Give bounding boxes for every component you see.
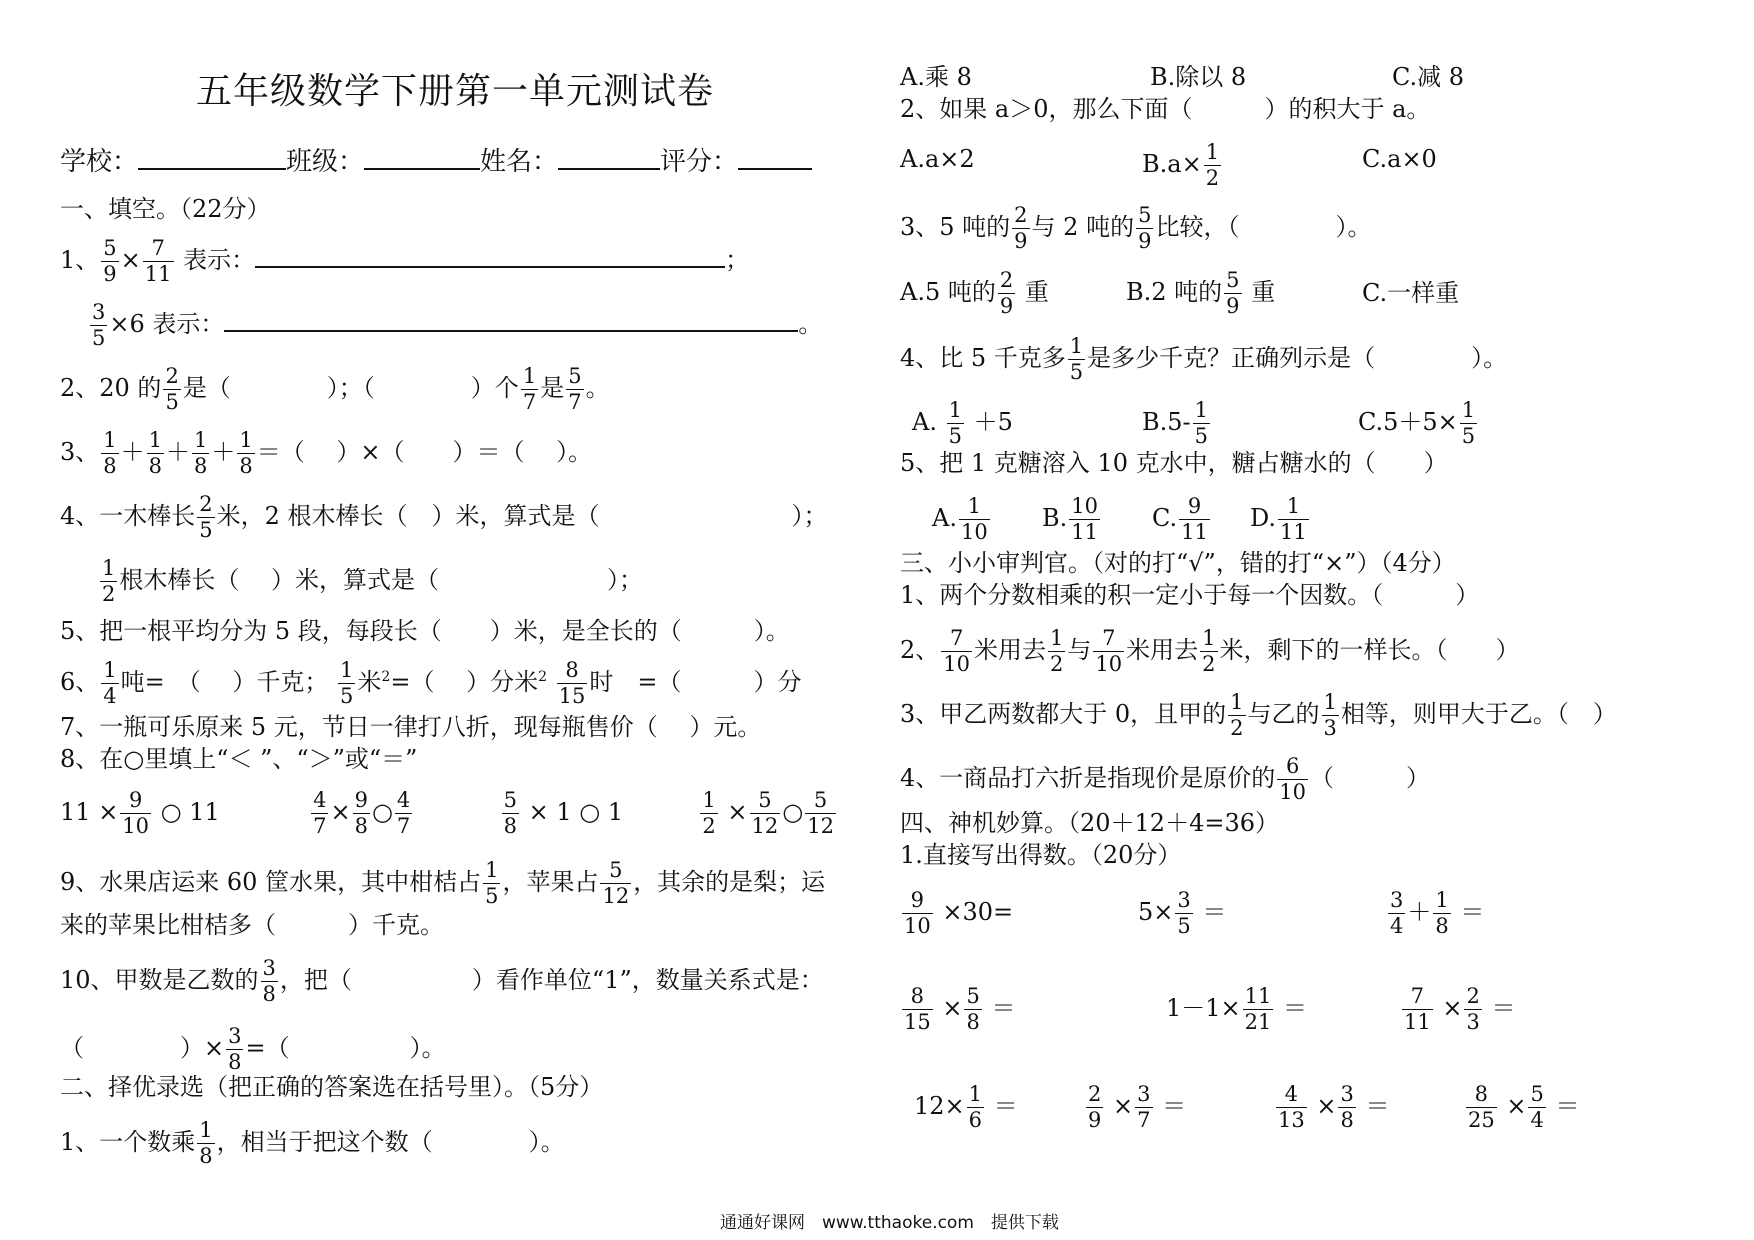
class-label: 班级：	[286, 147, 365, 177]
fraction	[1093, 628, 1124, 675]
denominator: 2	[1050, 652, 1064, 676]
numerator: 2	[165, 364, 179, 388]
numerator: 1	[959, 496, 990, 520]
numerator: 4	[1276, 1084, 1307, 1108]
fraction	[1278, 496, 1309, 543]
fraction	[1200, 628, 1217, 675]
fraction	[1338, 1084, 1355, 1131]
fraction	[1433, 890, 1450, 937]
fraction	[101, 238, 118, 285]
fraction	[1402, 986, 1433, 1033]
denominator: 5	[199, 518, 213, 542]
numerator: 1	[1278, 496, 1309, 520]
denominator: 13	[1278, 1108, 1305, 1132]
numerator: 5	[1530, 1082, 1544, 1106]
denominator: 2	[102, 582, 116, 606]
calc-item: $\frac{4}{13}$ × $\frac{3}{8}$ ＝	[1278, 1082, 1390, 1132]
section-1-heading: 一、填空。（22分）	[60, 195, 271, 223]
numerator: 5	[1138, 203, 1152, 227]
fraction	[101, 660, 118, 707]
fraction	[1224, 270, 1241, 317]
s2-q5-option-b[interactable]: B. $\frac{10}{11}$	[1042, 494, 1098, 544]
s2-q1-option-c[interactable]: C.减 8	[1392, 63, 1465, 91]
compare-circle[interactable]: ○	[579, 798, 601, 826]
fraction	[120, 790, 151, 837]
denominator: 8	[1435, 914, 1449, 938]
s2-q1-option-a[interactable]: A.乘 8	[900, 63, 972, 91]
numerator: 1	[1069, 334, 1084, 358]
numerator: 9	[1179, 496, 1210, 520]
denominator: 9	[1138, 229, 1152, 253]
s2-q2-option-a[interactable]: A.a×2	[900, 145, 975, 173]
s2-q3: 3、5 吨的 $\frac{2}{9}$ 与 2 吨的 $\frac{5}{9}$ 比较，（ ）。	[900, 203, 1372, 253]
s1-q8-row: 11 × $\frac{9}{10}$ ○ 11 $\frac{4}{7}$ × $\frac{9}{8}$ ○ $\frac{4}{7}$ $\frac{5}{8}$ × 1 ○ 1 $\frac{1}{2}$ × $\frac{5}{12}$ ○ $\frac{5}{12}$	[60, 788, 834, 838]
footer-credit: 通通好课网 www.tthaoke.com 提供下载	[720, 1213, 1059, 1233]
fraction	[147, 430, 164, 477]
denominator: 25	[1468, 1108, 1495, 1132]
denominator: 2	[1230, 716, 1244, 740]
score-label: 评分：	[660, 147, 739, 177]
fraction	[1277, 756, 1308, 803]
denominator: 11	[1404, 1010, 1431, 1034]
s1-q3: 3、 $\frac{1}{8}$ ＋ $\frac{1}{8}$ ＋ $\frac{1}{8}$ ＋ $\frac{1}{8}$ ＝（ ）×（ ）＝（ ）。	[60, 428, 593, 478]
numerator: 3	[1177, 888, 1191, 912]
fraction	[1204, 142, 1221, 189]
numerator: 1	[103, 658, 117, 682]
numerator: 7	[1402, 986, 1433, 1010]
numerator: 9	[902, 890, 933, 914]
fraction	[1528, 1084, 1545, 1131]
s2-q5-option-d[interactable]: D. $\frac{1}{11}$	[1250, 494, 1307, 544]
fraction	[192, 430, 209, 477]
page-title: 五年级数学下册第一单元测试卷	[196, 71, 715, 112]
denominator: 5	[485, 884, 499, 908]
numerator: 4	[396, 788, 411, 812]
numerator: 1	[102, 556, 116, 580]
fraction	[101, 430, 118, 477]
numerator: 1	[1050, 626, 1064, 650]
fraction	[941, 628, 972, 675]
numerator: 1	[103, 428, 117, 452]
numerator: 1	[148, 428, 163, 452]
s2-q3-option-b[interactable]: B.2 吨的 $\frac{5}{9}$ 重	[1126, 268, 1276, 318]
s1-q10: 10、甲数是乙数的 $\frac{3}{8}$ ，把（ ）看作单位“1”，数量关系式是：	[60, 956, 824, 1006]
numerator: 1	[1202, 626, 1216, 650]
name-label: 姓名：	[480, 147, 559, 177]
numerator: 6	[1277, 756, 1308, 780]
denominator: 11	[144, 262, 172, 286]
info-line	[60, 142, 812, 179]
s1-q10b: （ ）× $\frac{3}{8}$ =（ ）。	[60, 1024, 446, 1074]
denominator: 8	[966, 1010, 980, 1034]
numerator: 3	[1390, 888, 1404, 912]
fraction	[1322, 692, 1339, 739]
calc-item: $\frac{8}{25}$ × $\frac{5}{4}$ ＝	[1468, 1082, 1580, 1132]
numerator: 5	[1226, 268, 1240, 292]
numerator: 3	[1137, 1082, 1151, 1106]
numerator: 3	[262, 956, 276, 980]
score-field[interactable]	[738, 142, 812, 170]
denominator: 21	[1244, 1010, 1272, 1034]
numerator: 1	[702, 788, 716, 812]
denominator: 10	[904, 914, 931, 938]
s2-q2-option-b[interactable]: B.a× $\frac{1}{2}$	[1142, 140, 1220, 190]
fraction	[90, 302, 107, 349]
calc-item: 5× $\frac{3}{5}$ ＝	[1138, 888, 1227, 938]
compare-circle[interactable]: ○	[160, 798, 182, 826]
fraction	[1012, 205, 1029, 252]
denominator: 8	[148, 454, 163, 478]
fraction	[1464, 986, 1481, 1033]
numerator: 1	[1205, 140, 1220, 164]
s4-sub-heading: 1.直接写出得数。（20分）	[900, 841, 1182, 869]
fraction	[700, 790, 717, 837]
s1-q9b: 来的苹果比柑桔多（ ）千克。	[60, 911, 444, 939]
s1-q7: 7、一瓶可乐原来 5 元，节日一律打八折，现每瓶售价（ ）元。	[60, 713, 762, 741]
fraction	[1388, 890, 1405, 937]
denominator: 10	[943, 652, 971, 676]
fraction	[1228, 692, 1245, 739]
denominator: 5	[1069, 360, 1084, 384]
fraction	[902, 890, 933, 937]
s3-q1: 1、两个分数相乘的积一定小于每一个因数。（ ）	[900, 581, 1480, 609]
numerator: 2	[1088, 1082, 1102, 1106]
numerator: 1	[1230, 690, 1244, 714]
denominator: 3	[1466, 1010, 1480, 1034]
fraction	[1136, 205, 1153, 252]
denominator: 12	[602, 884, 630, 908]
fraction	[1068, 336, 1085, 383]
numerator: 10	[1071, 494, 1098, 518]
fraction	[197, 494, 214, 541]
s2-q1: 1、一个数乘 $\frac{1}{8}$ ，相当于把这个数（ ）。	[60, 1118, 565, 1168]
fraction	[750, 790, 781, 837]
fraction	[1069, 496, 1100, 543]
fraction	[566, 366, 583, 413]
numerator: 1	[948, 398, 962, 422]
s1-q2: 2、20 的 $\frac{2}{5}$ 是（ ）；（ ）个 $\frac{1}{7}$ 是 $\frac{5}{7}$ 。	[60, 364, 610, 414]
denominator: 9	[1088, 1108, 1102, 1132]
fraction	[395, 790, 412, 837]
numerator: 1	[1461, 398, 1476, 422]
s1-q6: 6、 $\frac{1}{4}$ 吨= （ ）千克； $\frac{1}{5}$ 米$^2$=（ ）分米$^2$ $\frac{8}{15}$ 时 =（ ）分	[60, 658, 802, 708]
s1-q1a: 1、 $\frac{5}{9}$ × $\frac{7}{11}$ 表示： ；	[60, 236, 750, 286]
denominator: 5	[1194, 424, 1209, 448]
denominator: 10	[960, 520, 988, 544]
numerator: 5	[503, 788, 517, 812]
calc-item: 1－1× $\frac{11}{21}$ ＝	[1166, 984, 1308, 1034]
denominator: 7	[313, 814, 327, 838]
numerator: 3	[92, 300, 106, 324]
numerator: 1	[239, 428, 253, 452]
calc-item: $\frac{3}{4}$ ＋ $\frac{1}{8}$ ＝	[1390, 888, 1485, 938]
numerator: 8	[902, 986, 933, 1010]
school-field[interactable]	[138, 142, 286, 170]
fraction	[947, 400, 964, 447]
fraction	[1086, 1084, 1103, 1131]
denominator: 5	[1461, 424, 1476, 448]
numerator: 7	[143, 238, 174, 262]
numerator: 3	[228, 1024, 242, 1048]
denominator: 10	[122, 814, 150, 838]
fraction	[1466, 1084, 1497, 1131]
denominator: 2	[1205, 166, 1220, 190]
fraction	[1048, 628, 1065, 675]
denominator: 9	[103, 262, 117, 286]
fraction	[557, 660, 588, 707]
denominator: 2	[702, 814, 716, 838]
numerator: 9	[354, 788, 368, 812]
s2-q3-option-c[interactable]: C.一样重	[1362, 279, 1460, 307]
school-label: 学校：	[60, 147, 139, 177]
numerator: 2	[1014, 203, 1028, 227]
denominator: 15	[558, 684, 586, 708]
numerator: 4	[313, 788, 327, 812]
numerator: 8	[557, 660, 588, 684]
s1-q4b: $\frac{1}{2}$ 根木棒长（ ）米，算式是（ ）；	[102, 556, 644, 606]
fraction	[1243, 986, 1274, 1033]
denominator: 12	[751, 814, 779, 838]
denominator: 8	[503, 814, 517, 838]
numerator: 1	[1194, 398, 1209, 422]
compare-circle[interactable]: ○	[371, 798, 393, 826]
denominator: 15	[904, 1010, 931, 1034]
fraction	[1193, 400, 1210, 447]
denominator: 8	[239, 454, 253, 478]
fraction	[163, 366, 180, 413]
numerator: 1	[1323, 690, 1337, 714]
fraction	[353, 790, 370, 837]
numerator: 1	[194, 428, 208, 452]
compare-circle[interactable]: ○	[782, 798, 804, 826]
fraction	[959, 496, 990, 543]
fraction	[967, 1084, 984, 1131]
fraction	[1135, 1084, 1152, 1131]
denominator: 2	[1202, 652, 1216, 676]
numerator: 5	[600, 860, 631, 884]
denominator: 5	[948, 424, 962, 448]
denominator: 11	[1181, 520, 1208, 544]
s2-q2-option-c[interactable]: C.a×0	[1362, 145, 1437, 173]
answer-line[interactable]	[255, 240, 725, 268]
s1-q9: 9、水果店运来 60 筐水果，其中柑桔占 $\frac{1}{5}$ ，苹果占 $\frac{5}{12}$ ，其余的是梨；运	[60, 858, 826, 908]
numerator: 5	[103, 236, 117, 260]
name-field[interactable]	[558, 142, 660, 170]
fraction	[100, 558, 117, 605]
s1-q8: 8、在○里填上“＜ ”、“＞”或“＝”	[60, 745, 418, 773]
s2-q1-option-b[interactable]: B.除以 8	[1150, 63, 1247, 91]
numerator: 1	[199, 1118, 213, 1142]
answer-line[interactable]	[224, 304, 798, 332]
denominator: 8	[103, 454, 117, 478]
numerator: 7	[1093, 628, 1124, 652]
denominator: 7	[522, 390, 537, 414]
numerator: 2	[1466, 984, 1480, 1008]
numerator: 3	[1340, 1082, 1354, 1106]
numerator: 1	[1435, 888, 1449, 912]
denominator: 5	[165, 390, 179, 414]
numerator: 2	[999, 268, 1014, 292]
denominator: 12	[807, 814, 834, 838]
numerator: 9	[120, 790, 151, 814]
s1-q1b: $\frac{3}{5}$ ×6 表示： 。	[92, 300, 823, 350]
fraction	[338, 660, 355, 707]
section-4-heading: 四、神机妙算。（20＋12＋4=36）	[900, 809, 1279, 837]
denominator: 6	[968, 1108, 983, 1132]
calc-item: $\frac{2}{9}$ × $\frac{3}{7}$ ＝	[1088, 1082, 1187, 1132]
calc-item: 12× $\frac{1}{6}$ ＝	[914, 1082, 1018, 1132]
denominator: 9	[999, 294, 1014, 318]
fraction	[311, 790, 328, 837]
denominator: 8	[1340, 1108, 1354, 1132]
denominator: 4	[103, 684, 117, 708]
denominator: 4	[1390, 914, 1404, 938]
denominator: 10	[1279, 780, 1307, 804]
denominator: 8	[199, 1144, 213, 1168]
fraction	[483, 860, 500, 907]
numerator: 5	[568, 364, 582, 388]
fraction	[261, 958, 278, 1005]
fraction	[998, 270, 1015, 317]
numerator: 2	[199, 492, 213, 516]
section-3-heading: 三、小小审判官。（对的打“√”，错的打“×”）（4分）	[900, 549, 1456, 577]
numerator: 5	[750, 790, 781, 814]
numerator: 1	[340, 658, 354, 682]
denominator: 8	[194, 454, 208, 478]
denominator: 5	[92, 326, 106, 350]
numerator: 1	[485, 858, 499, 882]
calc-item: $\frac{8}{15}$ × $\frac{5}{8}$ ＝	[904, 984, 1016, 1034]
denominator: 8	[228, 1050, 242, 1074]
s2-q5: 5、把 1 克糖溶入 10 克水中，糖占糖水的（ ）	[900, 449, 1448, 477]
s3-q4: 4、一商品打六折是指现价是原价的 $\frac{6}{10}$ （ ）	[900, 754, 1431, 804]
class-field[interactable]	[364, 142, 480, 170]
fraction	[1179, 496, 1210, 543]
s2-q3-option-a[interactable]: A.5 吨的 $\frac{2}{9}$ 重	[900, 268, 1049, 318]
s1-q4: 4、一木棒长 $\frac{2}{5}$ 米，2 根木棒长（ ）米，算式是（ ）；	[60, 492, 828, 542]
numerator: 5	[805, 790, 836, 814]
s2-q4-option-b[interactable]: B.5- $\frac{1}{5}$	[1142, 398, 1209, 448]
numerator: 5	[966, 984, 980, 1008]
s2-q4-option-a[interactable]: A. $\frac{1}{5}$ ＋5	[912, 398, 1013, 448]
denominator: 7	[396, 814, 411, 838]
calc-item: $\frac{7}{11}$ × $\frac{2}{3}$ ＝	[1404, 984, 1516, 1034]
s1-q5: 5、把一根平均分为 5 段，每段长（ ）米，是全长的（ ）。	[60, 617, 790, 645]
fraction	[521, 366, 538, 413]
s2-q5-option-a[interactable]: A. $\frac{1}{10}$	[932, 494, 988, 544]
s2-q5-option-c[interactable]: C. $\frac{9}{11}$	[1152, 494, 1208, 544]
s3-q2: 2、 $\frac{7}{10}$ 米用去 $\frac{1}{2}$ 与 $\frac{7}{10}$ 米用去 $\frac{1}{2}$ 米，剩下的一样长。（ ）	[900, 626, 1520, 676]
denominator: 5	[1177, 914, 1191, 938]
denominator: 5	[340, 684, 354, 708]
denominator: 11	[1280, 520, 1307, 544]
numerator: 1	[968, 1082, 983, 1106]
fraction	[805, 790, 836, 837]
fraction	[143, 238, 174, 285]
fraction	[1460, 400, 1477, 447]
fraction	[237, 430, 254, 477]
s2-q4: 4、比 5 千克多 $\frac{1}{5}$ 是多少千克？正确列示是（ ）。	[900, 334, 1508, 384]
numerator: 7	[941, 628, 972, 652]
s2-q4-option-c[interactable]: C.5＋5× $\frac{1}{5}$	[1358, 398, 1476, 448]
s3-q3: 3、甲乙两数都大于 0，且甲的 $\frac{1}{2}$ 与乙的 $\frac{1}{3}$ 相等，则甲大于乙。（ ）	[900, 690, 1617, 740]
fraction	[197, 1120, 214, 1167]
denominator: 8	[354, 814, 368, 838]
fraction	[226, 1026, 243, 1073]
fraction	[600, 860, 631, 907]
denominator: 10	[1095, 652, 1123, 676]
denominator: 7	[1137, 1108, 1151, 1132]
denominator: 7	[568, 390, 582, 414]
fraction	[1276, 1084, 1307, 1131]
numerator: 1	[522, 364, 537, 388]
fraction	[502, 790, 519, 837]
fraction	[964, 986, 981, 1033]
numerator: 8	[1466, 1084, 1497, 1108]
denominator: 3	[1323, 716, 1337, 740]
denominator: 4	[1530, 1108, 1544, 1132]
calc-item: $\frac{9}{10}$ ×30=	[904, 888, 1014, 938]
fraction	[1175, 890, 1192, 937]
denominator: 9	[1226, 294, 1240, 318]
denominator: 11	[1071, 520, 1098, 544]
s2-q2: 2、如果 a＞0，那么下面（ ）的积大于 a。	[900, 95, 1431, 123]
fraction	[902, 986, 933, 1033]
denominator: 8	[262, 982, 276, 1006]
section-2-heading: 二、择优录选（把正确的答案选在括号里）。（5分）	[60, 1073, 604, 1101]
denominator: 9	[1014, 229, 1028, 253]
numerator: 11	[1244, 984, 1272, 1008]
